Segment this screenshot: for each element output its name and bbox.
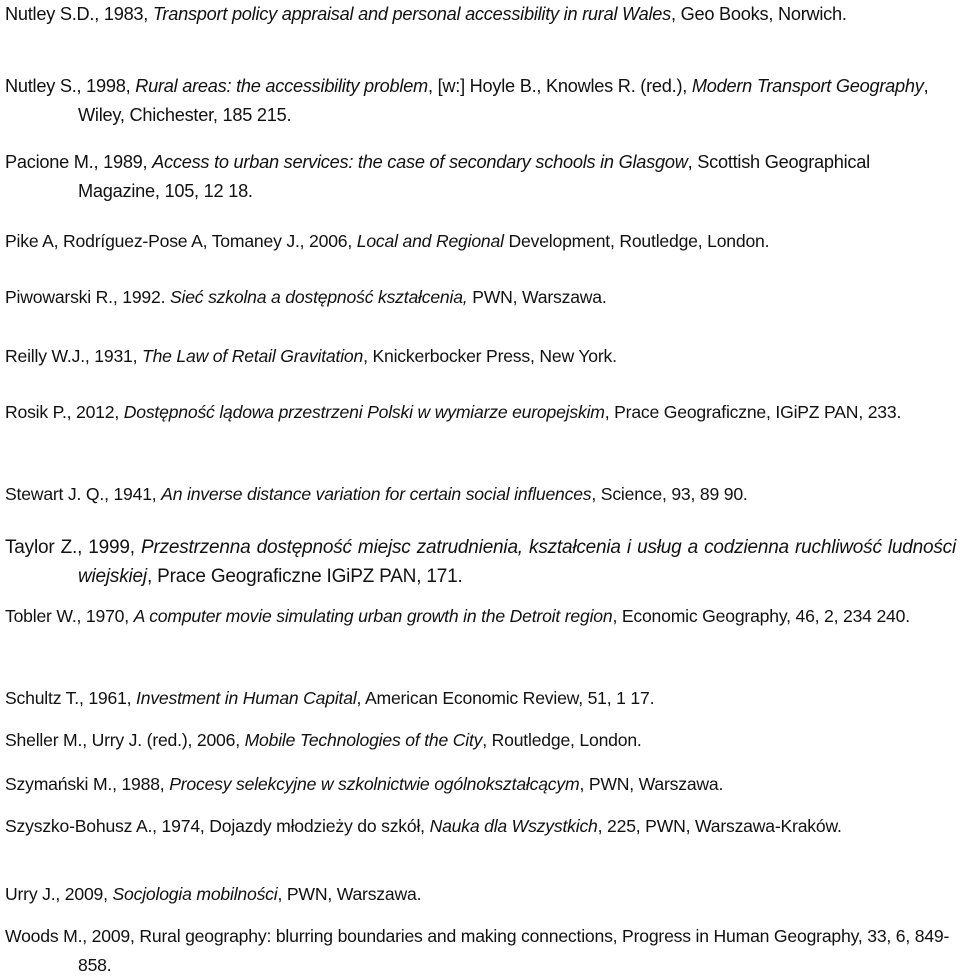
reference-text: Taylor Z., 1999,: [5, 537, 141, 558]
reference-text: Tobler W., 1970,: [5, 606, 134, 626]
reference-text: PWN, Warszawa.: [467, 287, 607, 307]
reference-text: Schultz T., 1961,: [5, 688, 137, 708]
reference-item: [5, 398, 956, 427]
reference-item: [5, 770, 956, 799]
reference-text: , Scottish Geographical Magazine, 105, 12 18.: [78, 152, 870, 201]
reference-text: Reilly W.J., 1931,: [5, 346, 143, 366]
reference-text: Pacione M., 1989,: [5, 152, 153, 172]
reference-text: Piwowarski R., 1992.: [5, 287, 170, 307]
reference-text: Pike A, Rodríguez-Pose A, Tomaney J., 2006,: [5, 231, 357, 251]
reference-text: , PWN, Warszawa.: [579, 774, 724, 794]
reference-title: Dostępność lądowa przestrzeni Polski w wymiarze europejskim: [123, 402, 605, 422]
reference-text: Urry J., 2009,: [5, 884, 113, 904]
reference-title: Transport policy appraisal and personal accessibility in rural Wales: [152, 4, 671, 24]
reference-title: Modern Transport Geography: [691, 76, 924, 96]
reference-text: Szymański M., 1988,: [5, 774, 170, 794]
reference-title: Access to urban services: the case of secondary schools in Glasgow: [152, 152, 688, 172]
reference-text: Sheller M., Urry J. (red.), 2006,: [5, 730, 245, 750]
reference-item: [5, 726, 956, 755]
reference-item: [5, 148, 956, 206]
reference-title: Nauka dla Wszystkich: [429, 816, 598, 836]
reference-text: , Science, 93, 89 90.: [591, 484, 748, 504]
reference-title: An inverse distance variation for certain social influences: [161, 484, 592, 504]
reference-item: [5, 283, 956, 312]
reference-text: , American Economic Review, 51, 1 17.: [356, 688, 655, 708]
reference-item: [5, 72, 956, 130]
reference-text: Woods M., 2009, Rural geography: blurring boundaries and making connections, Progress in Human Geography, 33, 6, 849-858.: [5, 926, 950, 975]
reference-title: Rural areas: the accessibility problem: [135, 76, 428, 96]
reference-text: Nutley S., 1998,: [5, 76, 136, 96]
reference-text: Development, Routledge, London.: [503, 231, 770, 251]
reference-text: , Wiley, Chichester, 185 215.: [78, 76, 929, 125]
reference-text: , 225, PWN, Warszawa-Kraków.: [597, 816, 842, 836]
reference-item: [5, 880, 956, 909]
reference-item: [5, 342, 956, 371]
reference-text: , Geo Books, Norwich.: [671, 4, 847, 24]
reference-item: [5, 480, 956, 509]
reference-text: , PWN, Warszawa.: [277, 884, 422, 904]
reference-text: , [w:] Hoyle B., Knowles R. (red.),: [427, 76, 692, 96]
reference-title: Mobile Technologies of the City: [244, 730, 483, 750]
reference-title: A computer movie simulating urban growth in the Detroit region: [133, 606, 613, 626]
reference-text: , Prace Geograficzne, IGiPZ PAN, 233.: [604, 402, 902, 422]
reference-title: Socjologia mobilności: [112, 884, 278, 904]
reference-text: Nutley S.D., 1983,: [5, 4, 153, 24]
reference-item: [5, 0, 956, 29]
reference-title: Local and Regional: [356, 231, 504, 251]
reference-text: Stewart J. Q., 1941,: [5, 484, 162, 504]
reference-title: The Law of Retail Gravitation: [142, 346, 364, 366]
reference-item: [5, 533, 956, 591]
reference-item: [5, 812, 956, 841]
reference-text: , Knickerbocker Press, New York.: [363, 346, 617, 366]
reference-text: , Economic Geography, 46, 2, 234 240.: [612, 606, 910, 626]
reference-title: Przestrzenna dostępność miejsc zatrudnienia, kształcenia i usług a codzienna ruchliwość ludności wiejskiej: [78, 537, 956, 587]
reference-item: [5, 602, 956, 631]
reference-title: Investment in Human Capital: [136, 688, 357, 708]
reference-item: [5, 227, 956, 256]
reference-item: [5, 684, 956, 713]
reference-text: Szyszko-Bohusz A., 1974, Dojazdy młodzieży do szkół,: [5, 816, 430, 836]
reference-text: , Prace Geograficzne IGiPZ PAN, 171.: [146, 566, 463, 587]
reference-title: Procesy selekcyjne w szkolnictwie ogólnokształcącym: [169, 774, 580, 794]
reference-item: [5, 922, 956, 976]
reference-text: Rosik P., 2012,: [5, 402, 124, 422]
reference-text: , Routledge, London.: [482, 730, 642, 750]
reference-title: Sieć szkolna a dostępność kształcenia,: [169, 287, 468, 307]
